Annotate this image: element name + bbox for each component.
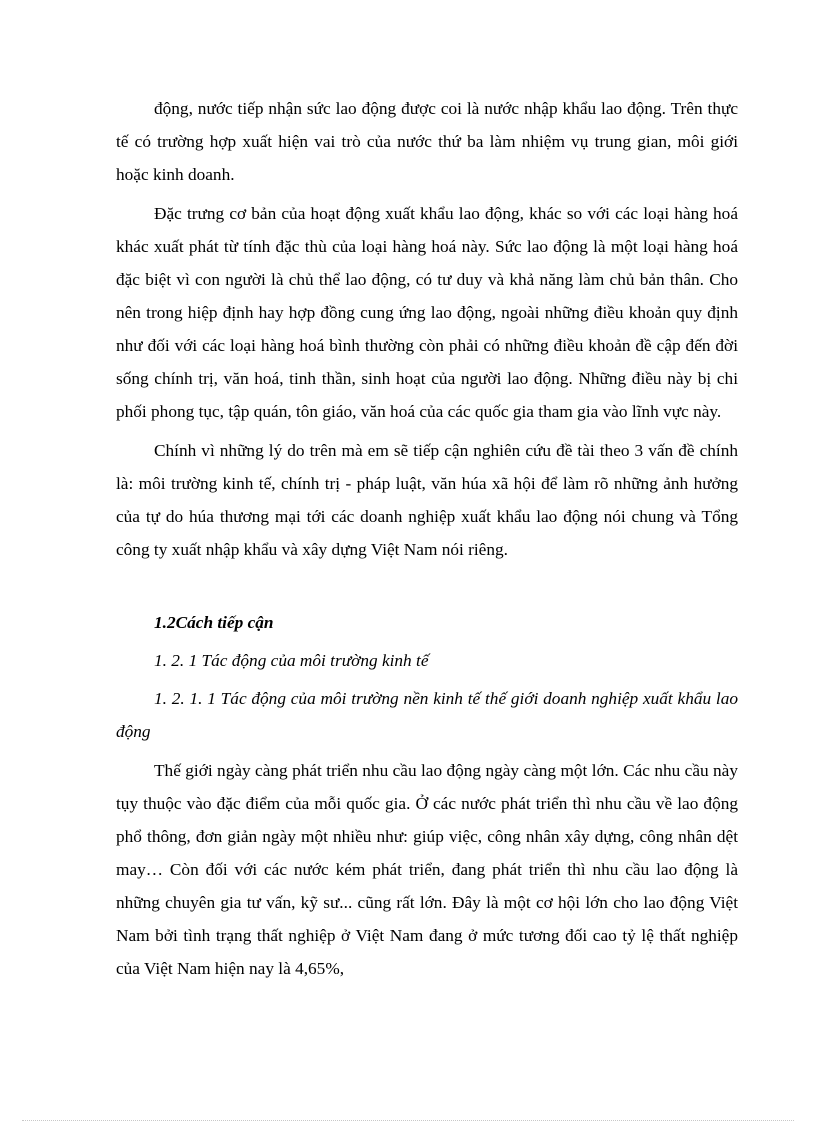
- section-heading: 1.2Cách tiếp cận: [154, 613, 274, 632]
- page-bottom-border: [22, 1120, 794, 1121]
- section-spacer: [116, 572, 738, 606]
- paragraph-approach: Chính vì những lý do trên mà em sẽ tiếp cận nghiên cứu đề tài theo 3 vấn đề chính là: môi trường kinh tế, chính trị - pháp luật, văn húa xã hội để làm rõ những ảnh hưởng của tự do húa thương mại tới các doanh nghiệp xuất khẩu lao động nói chung và Tổng công ty xuất nhập khẩu và xây dựng Việt Nam nói riêng.: [116, 441, 738, 559]
- subsubsection-heading: 1. 2. 1. 1 Tác động của môi trường nền kinh tế thế giới doanh nghiệp xuất khẩu lao động: [116, 689, 738, 741]
- paragraph-continuation: động, nước tiếp nhận sức lao động được coi là nước nhập khẩu lao động. Trên thực tế có trường hợp xuất hiện vai trò của nước thứ ba làm nhiệm vụ trung gian, môi giới hoặc kinh doanh.: [116, 99, 738, 184]
- paragraph-world-economy: Thế giới ngày càng phát triển nhu cầu lao động ngày càng một lớn. Các nhu cầu này tụy thuộc vào đặc điểm của mỗi quốc gia. Ở các nước phát triển thì nhu cầu về lao động phổ thông, đơn giản ngày một nhiều như: giúp việc, công nhân xây dựng, công nhân dệt may… Còn đối với các nước kém phát triển, đang phát triển thì nhu cầu lao động là những chuyên gia tư vấn, kỹ sư... cũng rất lớn. Đây là một cơ hội lớn cho lao động Việt Nam bởi tình trạng thất nghiệp ở Việt Nam đang ở mức tương đối cao tỷ lệ thất nghiệp của Việt Nam hiện nay là 4,65%,: [116, 761, 738, 978]
- subsection-heading: 1. 2. 1 Tác động của môi trường kinh tế: [154, 651, 429, 670]
- paragraph-characteristics: Đặc trưng cơ bản của hoạt động xuất khẩu lao động, khác so với các loại hàng hoá khác xuất phát từ tính đặc thù của loại hàng hoá này. Sức lao động là một loại hàng hoá đặc biệt vì con người là chủ thể lao động, có tư duy và khả năng làm chủ bản thân. Cho nên trong hiệp định hay hợp đồng cung ứng lao động, ngoài những điều khoản quy định như đối với các loại hàng hoá bình thường còn phải có những điều khoản đề cập đến đời sống chính trị, văn hoá, tinh thần, sinh hoạt của người lao động. Những điều này bị chi phối phong tục, tập quán, tôn giáo, văn hoá của các quốc gia tham gia vào lĩnh vực này.: [116, 204, 738, 421]
- document-page: [116, 92, 738, 991]
